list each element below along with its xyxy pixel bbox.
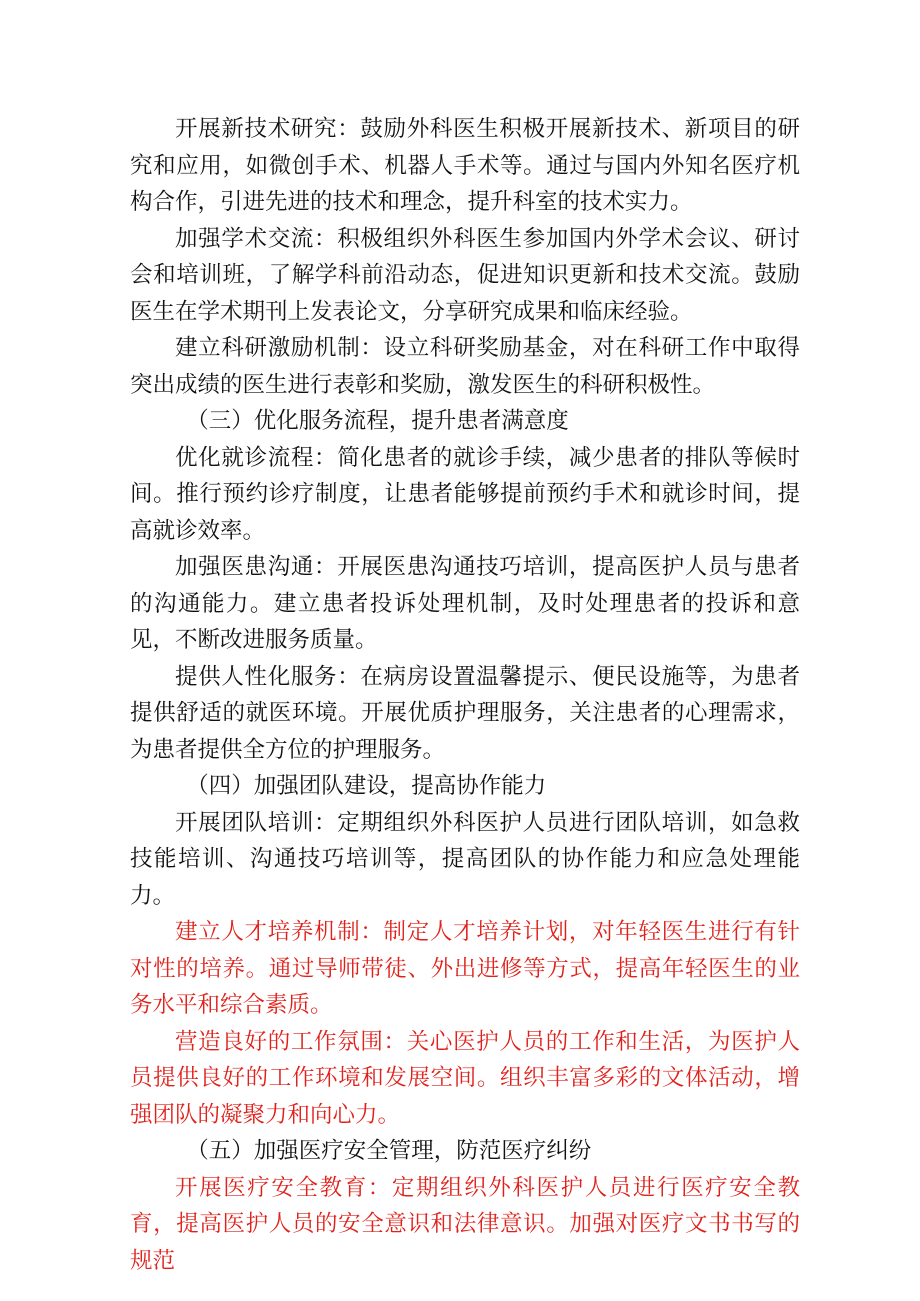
paragraph-safety-education: 开展医疗安全教育：定期组织外科医护人员进行医疗安全教育，提高医护人员的安全意识和法律意识。加强对医疗文书书写的规范 [130,1174,800,1274]
paragraph-research-incentive: 建立科研激励机制：设立科研奖励基金，对在科研工作中取得突出成绩的医生进行表彰和奖励，激发医生的科研积极性。 [130,335,800,398]
paragraph-academic-exchange: 加强学术交流：积极组织外科医生参加国内外学术会议、研讨会和培训班，了解学科前沿动态，促进知识更新和技术交流。鼓励医生在学术期刊上发表论文，分享研究成果和临床经验。 [130,225,800,325]
section-heading-3: （三）优化服务流程，提升患者满意度 [186,408,569,434]
paragraph-work-atmosphere: 营造良好的工作氛围：关心医护人员的工作和生活，为医护人员提供良好的工作环境和发展空间。组织丰富多彩的文体活动，增强团队的凝聚力和向心力。 [130,1028,800,1128]
paragraph-doctor-patient-communication: 加强医患沟通：开展医患沟通技巧培训，提高医护人员与患者的沟通能力。建立患者投诉处理机制，及时处理患者的投诉和意见，不断改进服务质量。 [130,554,800,653]
paragraph-humanized-service: 提供人性化服务：在病房设置温馨提示、便民设施等，为患者提供舒适的就医环境。开展优质护理服务，关注患者的心理需求，为患者提供全方位的护理服务。 [130,663,800,763]
section-heading-5: （五）加强医疗安全管理，防范医疗纠纷 [186,1138,592,1164]
paragraph-talent-cultivation: 建立人才培养机制：制定人才培养计划，对年轻医生进行有针对性的培养。通过导师带徒、外出进修等方式，提高年轻医生的业务水平和综合素质。 [130,919,800,1018]
document-body [130,111,800,1279]
paragraph-new-tech-research: 开展新技术研究：鼓励外科医生积极开展新技术、新项目的研究和应用，如微创手术、机器人手术等。通过与国内外知名医疗机构合作，引进先进的技术和理念，提升科室的技术实力。 [130,116,800,215]
paragraph-team-training: 开展团队培训：定期组织外科医护人员进行团队培训，如急救技能培训、沟通技巧培训等，提高团队的协作能力和应急处理能力。 [130,809,800,909]
paragraph-optimize-process: 优化就诊流程：简化患者的就诊手续，减少患者的排队等候时间。推行预约诊疗制度，让患者能够提前预约手术和就诊时间，提高就诊效率。 [130,444,800,544]
section-heading-4: （四）加强团队建设，提高协作能力 [186,773,547,799]
